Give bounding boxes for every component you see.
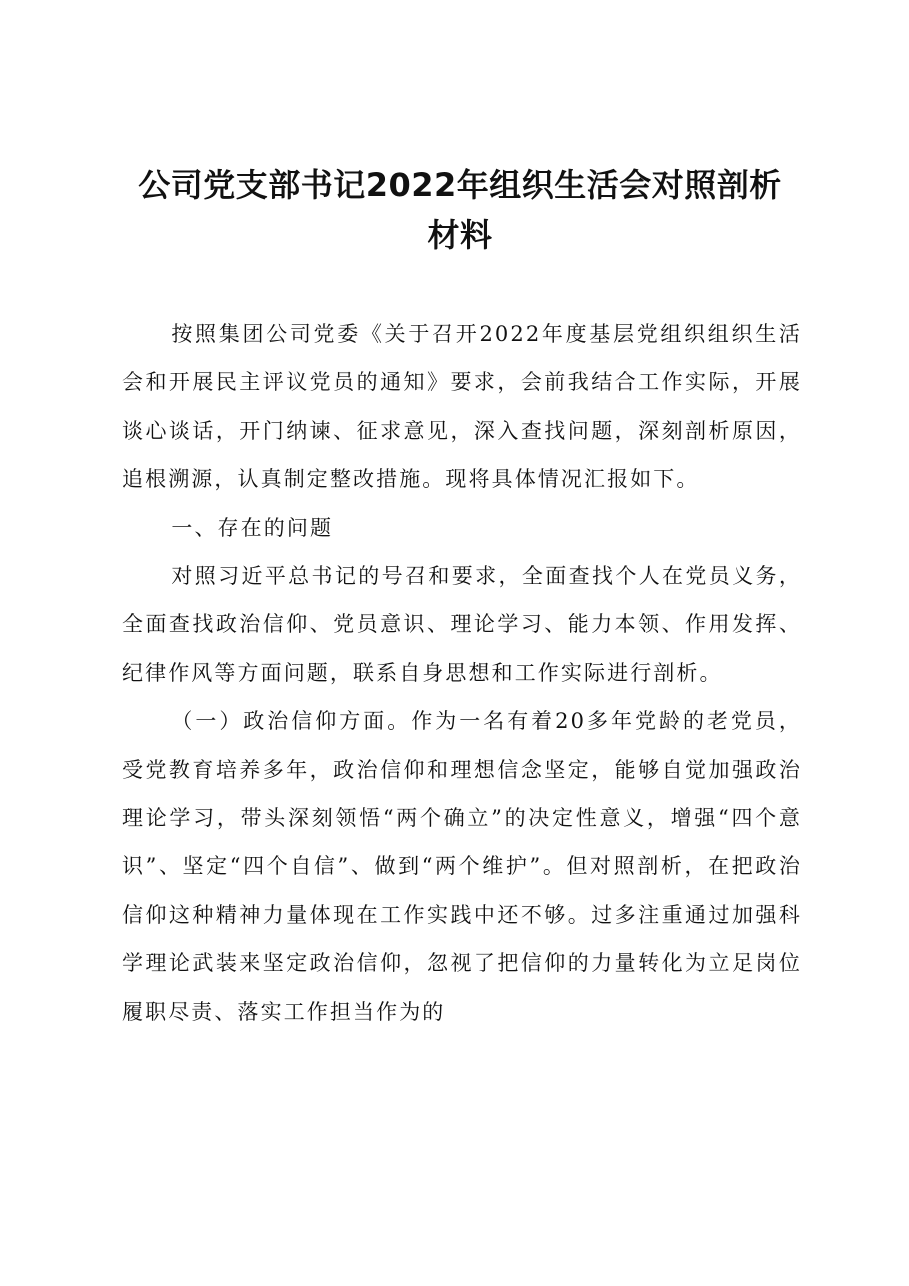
document-title [120, 160, 800, 260]
document-title-line-2: 材料 [427, 216, 493, 254]
intro-paragraph: 按照集团公司党委《关于召开2022年度基层党组织组织生活会和开展民主评议党员的通知》要求，会前我结合工作实际，开展谈心谈话，开门纳谏、征求意见，深入查找问题，深刻剖析原因，追根溯源，认真制定整改措施。现将具体情况汇报如下。 [122, 322, 802, 492]
problems-overview-paragraph: 对照习近平总书记的号召和要求，全面查找个人在党员义务，全面查找政治信仰、党员意识、理论学习、能力本领、作用发挥、纪律作风等方面问题，联系自身思想和工作实际进行剖析。 [122, 564, 802, 685]
section-heading-problems: 一、存在的问题 [171, 515, 334, 540]
document-title-line-1: 公司党支部书记2022年组织生活会对照剖析 [138, 166, 782, 204]
political-belief-paragraph: （一）政治信仰方面。作为一名有着20多年党龄的老党员，受党教育培养多年，政治信仰和理想信念坚定，能够自觉加强政治理论学习，带头深刻领悟“两个确立”的决定性意义，增强“四个意识”、坚定“四个自信”、做到“两个维护”。但对照剖析，在把政治信仰这种精神力量体现在工作实践中还不够。过多注重通过加强科学理论武装来坚定政治信仰，忽视了把信仰的力量转化为立足岗位履职尽责、落实工作担当作为的 [122, 709, 802, 1024]
document-body [122, 310, 802, 1036]
